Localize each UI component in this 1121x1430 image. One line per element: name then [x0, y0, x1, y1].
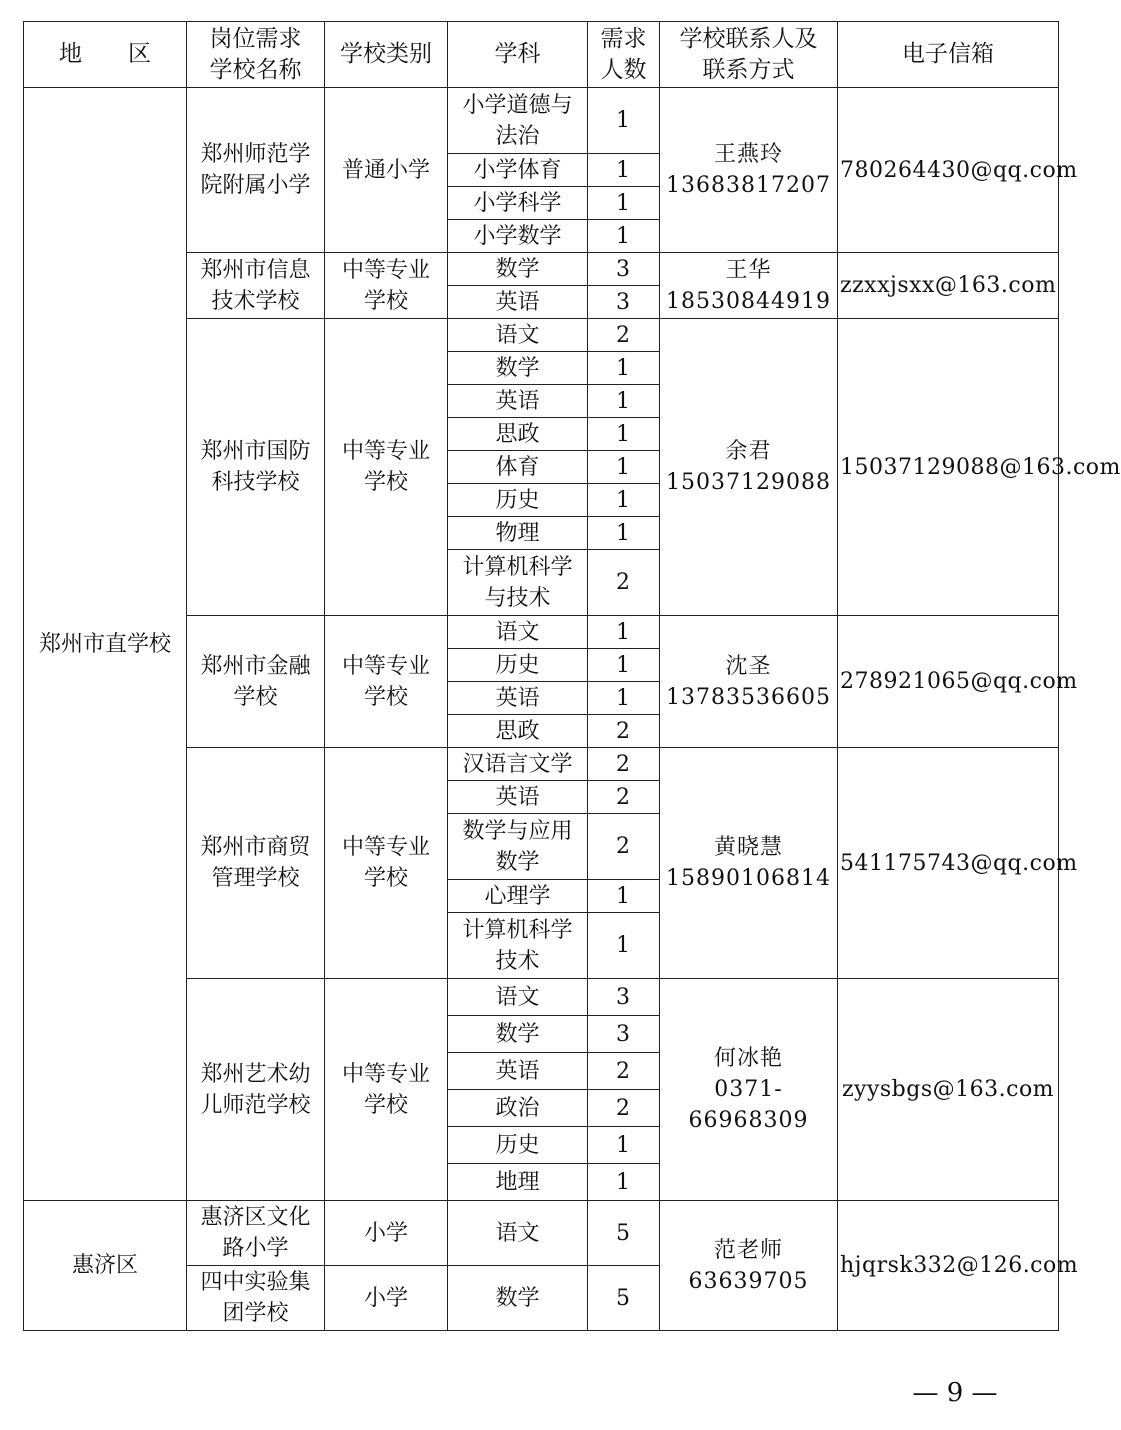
header-school-name: 岗位需求 学校名称 [187, 22, 325, 88]
school-name-cell [187, 616, 325, 748]
subject-cell [448, 88, 588, 154]
subject-cell [448, 781, 588, 814]
school-type-cell-text: 普通小学 [341, 157, 430, 183]
subject-cell-text: 历史 [495, 487, 540, 513]
contact-cell [660, 979, 838, 1201]
count-cell-text: 1 [616, 520, 631, 546]
count-cell [588, 682, 660, 715]
school-type-cell-line: 学校 [363, 1092, 408, 1118]
email-cell [838, 319, 1121, 616]
table-row [24, 1201, 1059, 1266]
count-cell-text: 2 [616, 718, 631, 744]
count-cell [588, 715, 660, 748]
count-cell-text: 3 [616, 1021, 631, 1047]
count-cell-text: 1 [616, 355, 631, 381]
school-type-cell [325, 1201, 448, 1266]
contact-cell [660, 1201, 838, 1331]
subject-cell [448, 550, 588, 616]
email-cell-text: 541175743@qq.com [840, 850, 1078, 876]
subject-cell-text: 物理 [495, 520, 540, 546]
count-cell-text: 1 [616, 487, 631, 513]
contact-cell [660, 319, 838, 616]
count-cell-text: 1 [616, 1169, 631, 1195]
count-cell [588, 319, 660, 352]
subject-cell [448, 1266, 588, 1331]
count-cell [588, 187, 660, 220]
subject-cell-text: 小学体育 [473, 157, 562, 183]
subject-cell [448, 1016, 588, 1053]
subject-cell [448, 880, 588, 913]
school-type-cell [325, 1266, 448, 1331]
email-cell-text: 278921065@qq.com [840, 669, 1078, 694]
school-name-cell [187, 1266, 325, 1331]
contact-cell [660, 748, 838, 979]
count-cell-text: 1 [616, 388, 631, 414]
email-cell-text: 15037129088@163.com [840, 454, 1121, 480]
contact-phone: 13783536605 [666, 684, 831, 710]
subject-cell [448, 979, 588, 1016]
school-type-cell [325, 979, 448, 1201]
count-cell [588, 616, 660, 649]
count-cell [588, 484, 660, 517]
count-cell-text: 1 [616, 883, 631, 909]
count-cell-text: 2 [616, 570, 631, 595]
count-cell [588, 748, 660, 781]
count-cell [588, 154, 660, 187]
subject-cell [448, 913, 588, 979]
count-cell-text: 2 [616, 1095, 631, 1121]
school-name-cell-line: 郑州师范学 [200, 142, 311, 167]
subject-cell-text: 历史 [495, 1132, 540, 1158]
count-cell [588, 220, 660, 253]
count-cell-text: 5 [616, 1285, 631, 1311]
school-type-cell-line: 中等专业 [341, 1061, 430, 1087]
count-cell-text: 3 [616, 289, 631, 315]
count-cell [588, 1164, 660, 1201]
school-type-cell-line: 中等专业 [341, 439, 430, 464]
count-cell-text: 2 [616, 322, 631, 348]
subject-cell-text: 数学 [495, 1021, 540, 1047]
subject-cell [448, 253, 588, 286]
subject-cell [448, 286, 588, 319]
subject-cell-line: 法治 [495, 123, 540, 149]
count-cell [588, 1201, 660, 1266]
subject-cell-text: 数学 [495, 355, 540, 381]
subject-cell-line: 数学 [495, 849, 540, 875]
subject-cell-text: 小学数学 [473, 223, 562, 249]
email-cell-text: zzxxjsxx@163.com [840, 273, 1057, 298]
count-cell [588, 418, 660, 451]
count-cell [588, 550, 660, 616]
school-name-cell [187, 979, 325, 1201]
subject-cell-line: 数学与应用 [462, 818, 573, 844]
contact-person: 何冰艳 [713, 1046, 783, 1071]
subject-cell [448, 649, 588, 682]
count-cell [588, 286, 660, 319]
subject-cell [448, 1164, 588, 1201]
email-cell [838, 979, 1059, 1201]
count-cell [588, 1127, 660, 1164]
count-cell [588, 781, 660, 814]
header-school-type: 学校类别 [325, 22, 448, 88]
count-cell [588, 814, 660, 880]
subject-cell-text: 政治 [495, 1095, 540, 1121]
subject-cell [448, 187, 588, 220]
contact-person: 沈圣 [725, 653, 772, 679]
email-cell [838, 253, 1059, 319]
subject-cell [448, 418, 588, 451]
subject-cell [448, 517, 588, 550]
subject-cell [448, 682, 588, 715]
contact-person: 黄晓慧 [713, 835, 783, 860]
contact-person: 范老师 [713, 1237, 783, 1263]
count-cell [588, 913, 660, 979]
count-cell-text: 1 [616, 223, 631, 249]
subject-cell-line: 计算机科学 [462, 917, 573, 943]
email-cell [838, 748, 1078, 979]
contact-cell [660, 616, 838, 748]
subject-cell [448, 1090, 588, 1127]
school-type-cell-line: 学校 [363, 684, 408, 710]
count-cell-text: 1 [616, 1132, 631, 1158]
count-cell-text: 1 [616, 933, 631, 958]
subject-cell-line: 小学道德与 [462, 92, 573, 118]
school-name-cell [187, 88, 325, 253]
recruitment-table [23, 21, 1121, 1331]
subject-cell-text: 地理 [495, 1169, 540, 1195]
subject-cell [448, 220, 588, 253]
school-name-cell-line: 院附属小学 [200, 173, 311, 198]
page-number: — 9 — [912, 1378, 998, 1408]
subject-cell-line: 计算机科学 [462, 554, 573, 580]
school-type-cell-line: 中等专业 [341, 257, 430, 283]
subject-cell-text: 历史 [495, 652, 540, 678]
region-cell [24, 1201, 187, 1331]
subject-cell-text: 数学 [495, 1285, 540, 1311]
contact-person: 王燕玲 [713, 142, 783, 167]
count-cell-text: 1 [616, 619, 631, 645]
count-cell-text: 1 [616, 685, 631, 711]
count-cell [588, 1090, 660, 1127]
count-cell [588, 1016, 660, 1053]
contact-phone: 18530844919 [666, 288, 831, 314]
subject-cell-text: 心理学 [484, 883, 551, 909]
region-cell-text: 惠济区 [71, 1253, 138, 1278]
contact-phone: 13683817207 [666, 173, 831, 198]
count-cell [588, 88, 660, 154]
contact-cell [660, 253, 838, 319]
header-count: 需求 人数 [588, 22, 660, 88]
school-type-cell [325, 748, 448, 979]
email-cell [838, 616, 1078, 748]
school-name-cell [187, 319, 325, 616]
count-cell [588, 385, 660, 418]
school-type-cell-line: 学校 [363, 866, 408, 891]
subject-cell-text: 英语 [495, 1058, 540, 1084]
subject-cell-text: 汉语言文学 [462, 751, 573, 777]
subject-cell-line: 技术 [495, 948, 540, 974]
count-cell [588, 1266, 660, 1331]
table-row [24, 88, 1059, 154]
school-type-cell-line: 学校 [363, 470, 408, 495]
subject-cell [448, 385, 588, 418]
school-name-cell-line: 管理学校 [211, 866, 300, 891]
count-cell-text: 1 [616, 108, 631, 133]
school-name-cell-line: 路小学 [222, 1236, 289, 1261]
subject-cell [448, 352, 588, 385]
email-cell-text: zyysbgs@163.com [841, 1077, 1055, 1102]
subject-cell [448, 451, 588, 484]
email-cell-text: hjqrsk332@126.com [840, 1253, 1079, 1278]
header-contact: 学校联系人及 联系方式 [660, 22, 838, 88]
subject-cell [448, 748, 588, 781]
count-cell [588, 451, 660, 484]
count-cell [588, 253, 660, 286]
subject-cell-line: 与技术 [484, 585, 551, 611]
count-cell-text: 1 [616, 652, 631, 678]
subject-cell-text: 体育 [495, 454, 540, 480]
school-type-cell [325, 319, 448, 616]
count-cell-text: 5 [616, 1220, 631, 1246]
school-type-cell-line: 学校 [363, 288, 408, 314]
email-cell [838, 1201, 1079, 1331]
count-cell [588, 880, 660, 913]
subject-cell-text: 语文 [495, 1220, 540, 1246]
subject-cell-text: 小学科学 [473, 190, 562, 216]
school-name-cell-line: 郑州市商贸 [200, 835, 311, 860]
school-name-cell-line: 技术学校 [211, 288, 300, 314]
count-cell-text: 2 [616, 1058, 631, 1084]
school-type-cell-text: 小学 [363, 1285, 408, 1311]
count-cell-text: 2 [616, 834, 631, 859]
count-cell [588, 1053, 660, 1090]
contact-person: 余君 [725, 439, 772, 464]
subject-cell [448, 484, 588, 517]
email-cell-text: 780264430@qq.com [840, 157, 1078, 183]
school-name-cell-line: 四中实验集 [200, 1270, 311, 1295]
school-name-cell-line: 学校 [233, 684, 278, 710]
subject-cell [448, 1127, 588, 1164]
subject-cell-text: 英语 [495, 388, 540, 414]
count-cell-text: 2 [616, 751, 631, 777]
count-cell [588, 649, 660, 682]
region-cell [24, 88, 187, 1201]
contact-person: 王华 [725, 257, 772, 283]
school-name-cell-line: 郑州市信息 [200, 257, 311, 283]
subject-cell [448, 616, 588, 649]
school-type-cell [325, 88, 448, 253]
subject-cell-text: 英语 [495, 685, 540, 711]
header-email: 电子信箱 [838, 22, 1059, 88]
subject-cell [448, 154, 588, 187]
count-cell-text: 1 [616, 421, 631, 447]
contact-phone: 63639705 [688, 1268, 809, 1294]
subject-cell-text: 语文 [495, 984, 540, 1010]
region-cell-text: 郑州市直学校 [38, 631, 171, 657]
header-subject: 学科 [448, 22, 588, 88]
subject-cell [448, 1053, 588, 1090]
contact-phone: 0371-66968309 [688, 1077, 809, 1133]
school-type-cell-line: 中等专业 [341, 653, 430, 679]
table-body [24, 88, 1121, 1331]
school-name-cell-line: 郑州艺术幼 [200, 1061, 311, 1087]
count-cell [588, 352, 660, 385]
count-cell-text: 3 [616, 256, 631, 282]
school-name-cell-line: 惠济区文化 [200, 1205, 311, 1230]
school-type-cell [325, 616, 448, 748]
school-name-cell [187, 253, 325, 319]
email-cell [838, 88, 1078, 253]
school-type-cell-line: 中等专业 [341, 835, 430, 860]
school-type-cell-text: 小学 [363, 1220, 408, 1246]
contact-phone: 15037129088 [666, 470, 831, 495]
subject-cell [448, 814, 588, 880]
subject-cell [448, 319, 588, 352]
school-name-cell-line: 团学校 [222, 1301, 289, 1326]
header-row [24, 22, 1059, 88]
header-region: 地 区 [24, 22, 187, 88]
school-name-cell [187, 1201, 325, 1266]
count-cell-text: 2 [616, 784, 631, 810]
subject-cell-text: 英语 [495, 784, 540, 810]
subject-cell-text: 语文 [495, 619, 540, 645]
school-name-cell-line: 儿师范学校 [200, 1092, 311, 1118]
subject-cell-text: 语文 [495, 322, 540, 348]
subject-cell-text: 英语 [495, 289, 540, 315]
count-cell-text: 3 [616, 984, 631, 1010]
school-name-cell-line: 科技学校 [211, 470, 300, 495]
school-name-cell-line: 郑州市国防 [200, 439, 311, 464]
subject-cell [448, 1201, 588, 1266]
count-cell [588, 517, 660, 550]
subject-cell-text: 思政 [495, 718, 540, 744]
count-cell-text: 1 [616, 190, 631, 216]
subject-cell-text: 思政 [495, 421, 540, 447]
school-name-cell-line: 郑州市金融 [200, 653, 311, 679]
subject-cell [448, 715, 588, 748]
count-cell-text: 1 [616, 157, 631, 183]
count-cell [588, 979, 660, 1016]
contact-cell [660, 88, 838, 253]
subject-cell-text: 数学 [495, 256, 540, 282]
contact-phone: 15890106814 [666, 866, 831, 891]
school-name-cell [187, 748, 325, 979]
count-cell-text: 1 [616, 454, 631, 480]
school-type-cell [325, 253, 448, 319]
